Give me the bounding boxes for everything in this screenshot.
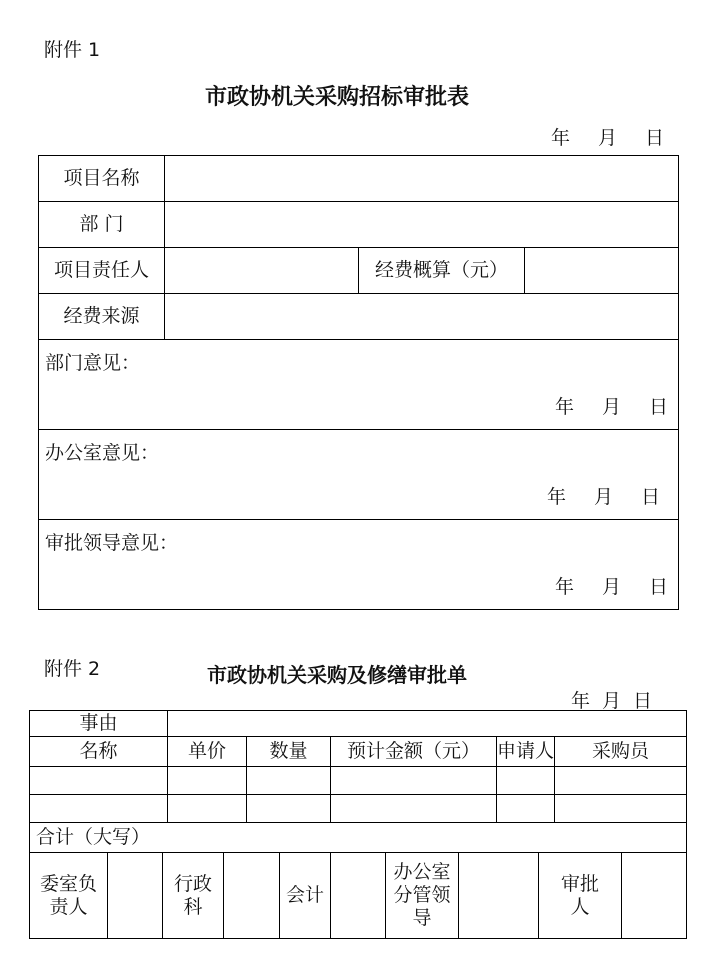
budget-estimate-label: 经费概算（元） [359, 248, 525, 294]
item-cell[interactable] [331, 767, 497, 795]
total-uppercase-label[interactable]: 合计（大写） [30, 823, 687, 853]
item-cell[interactable] [30, 767, 168, 795]
project-lead-label: 项目责任人 [39, 248, 165, 294]
project-lead-field[interactable] [165, 248, 359, 294]
committee-head-label: 委室负责人 [30, 853, 108, 939]
header-quantity: 数量 [247, 737, 331, 767]
item-cell[interactable] [555, 795, 687, 823]
header-applicant: 申请人 [497, 737, 555, 767]
funding-source-field[interactable] [165, 294, 679, 340]
leader-opinion-cell[interactable] [39, 520, 679, 610]
department-opinion-date: 年 月 日 [554, 396, 669, 419]
project-name-field[interactable] [165, 156, 679, 202]
attachment-1-date: 年 月 日 [551, 127, 665, 149]
item-cell[interactable] [497, 795, 555, 823]
procurement-repair-approval-table [29, 710, 687, 939]
header-purchaser: 采购员 [555, 737, 687, 767]
matter-field[interactable] [168, 711, 687, 737]
attachment-2-title: 市政协机关采购及修缮审批单 [207, 663, 467, 687]
office-opinion-cell[interactable] [39, 430, 679, 520]
item-cell[interactable] [168, 767, 247, 795]
header-unit-price: 单价 [168, 737, 247, 767]
project-name-label: 项目名称 [39, 156, 165, 202]
item-cell[interactable] [30, 795, 168, 823]
approver-label: 审批人 [539, 853, 622, 939]
item-cell[interactable] [497, 767, 555, 795]
department-opinion-label: 部门意见： [45, 352, 141, 374]
header-estimated-amount: 预计金额（元） [331, 737, 497, 767]
table-row [30, 795, 687, 823]
item-cell[interactable] [168, 795, 247, 823]
department-label: 部 门 [39, 202, 165, 248]
committee-head-sign[interactable] [108, 853, 163, 939]
header-name: 名称 [30, 737, 168, 767]
accountant-label: 会计 [280, 853, 331, 939]
accountant-sign[interactable] [331, 853, 386, 939]
attachment-1-title: 市政协机关采购招标审批表 [205, 85, 470, 110]
office-opinion-date: 年 月 日 [546, 486, 661, 509]
funding-source-label: 经费来源 [39, 294, 165, 340]
attachment-2-date: 年 月 日 [571, 690, 653, 712]
procurement-bid-approval-table [38, 155, 679, 610]
admin-section-label: 行政科 [163, 853, 224, 939]
leader-opinion-label: 审批领导意见： [45, 532, 179, 554]
department-opinion-cell[interactable] [39, 340, 679, 430]
attachment-2-label: 附件 2 [44, 658, 101, 680]
item-cell[interactable] [331, 795, 497, 823]
item-cell[interactable] [247, 767, 331, 795]
approver-sign[interactable] [622, 853, 687, 939]
item-cell[interactable] [555, 767, 687, 795]
office-leader-label: 办公室分管领导 [386, 853, 459, 939]
admin-section-sign[interactable] [224, 853, 280, 939]
budget-estimate-field[interactable] [525, 248, 679, 294]
department-field[interactable] [165, 202, 679, 248]
matter-label: 事由 [30, 711, 168, 737]
item-cell[interactable] [247, 795, 331, 823]
attachment-1-label: 附件 1 [44, 39, 101, 61]
office-opinion-label: 办公室意见： [45, 442, 160, 464]
table-row [30, 767, 687, 795]
office-leader-sign[interactable] [459, 853, 539, 939]
leader-opinion-date: 年 月 日 [554, 576, 669, 599]
